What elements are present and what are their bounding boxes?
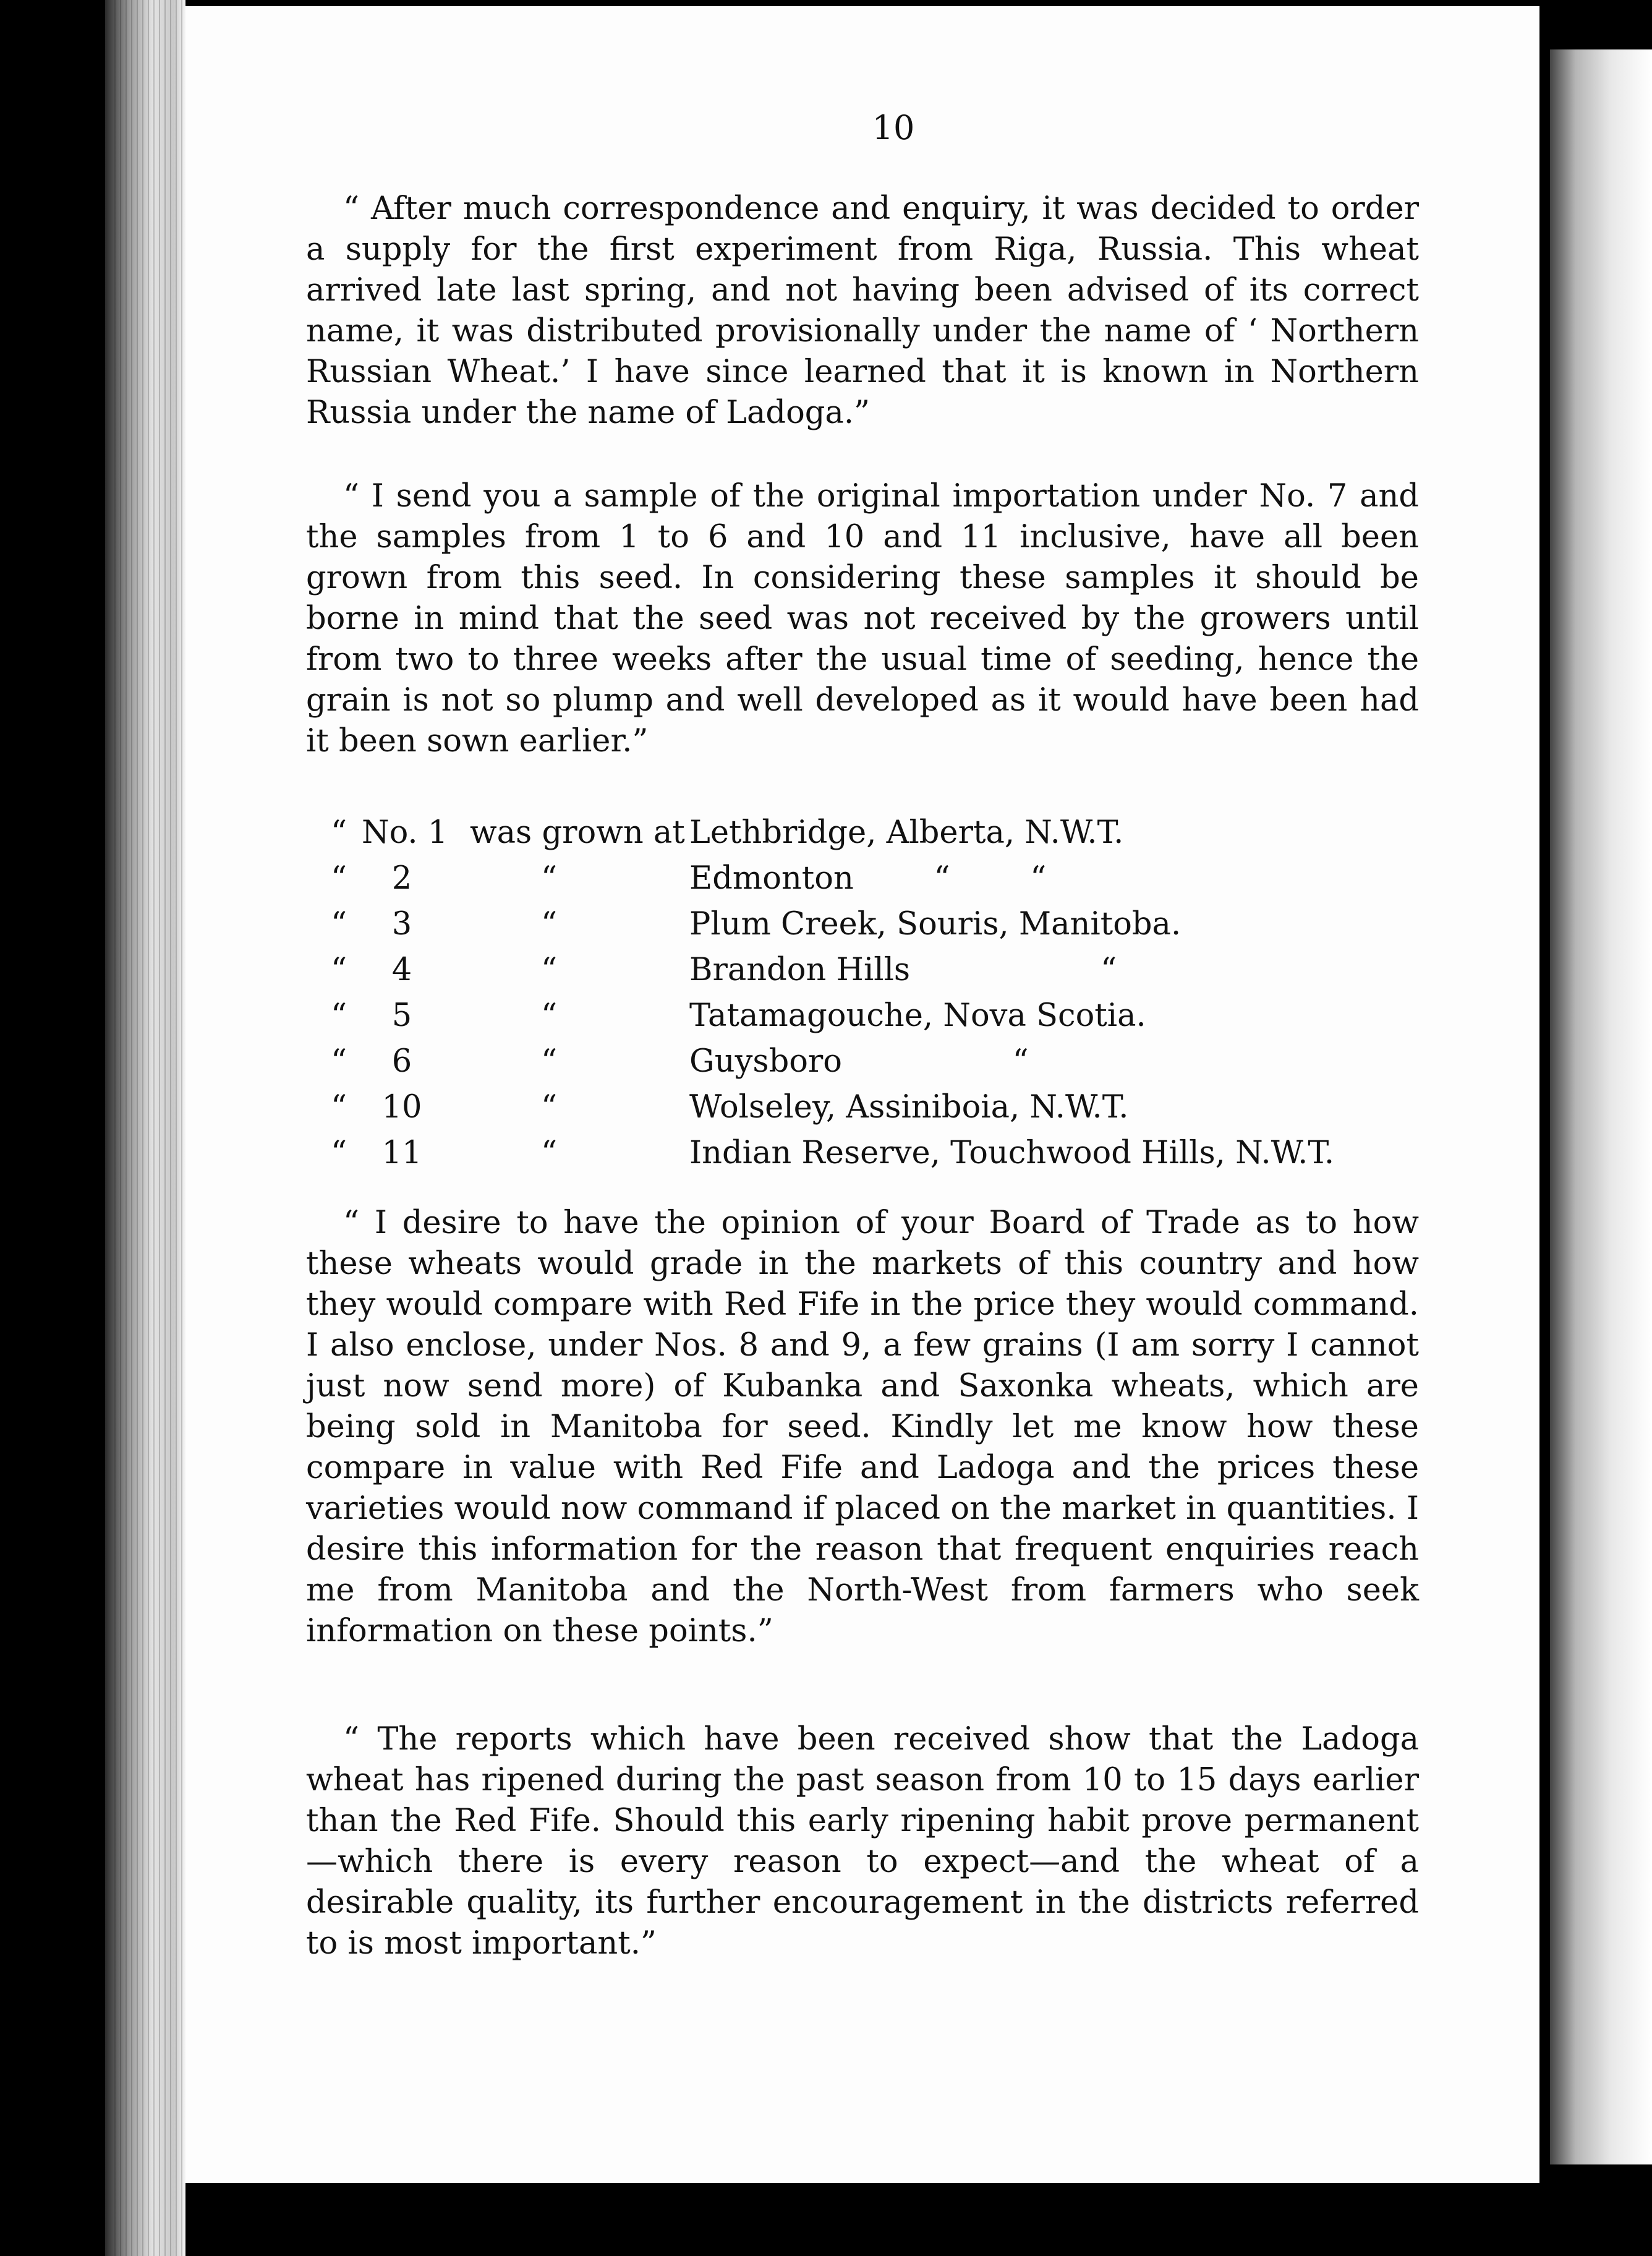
- list-item: [331, 856, 1456, 902]
- paragraph-samples: [306, 476, 1419, 783]
- sample-number: No. 1: [362, 814, 448, 851]
- quote-mark: “: [331, 814, 347, 851]
- sample-place: Guysboro “: [689, 1043, 1029, 1080]
- page-number: 10: [872, 108, 915, 147]
- sample-place: Tatamagouche, Nova Scotia.: [689, 998, 1146, 1034]
- sample-place: Brandon Hills “: [689, 952, 1117, 988]
- quote-mark: “: [331, 1135, 347, 1171]
- list-item: [331, 1085, 1456, 1130]
- sample-location-list: [331, 810, 1456, 1176]
- list-item: [331, 1039, 1456, 1085]
- ditto-mark: “: [541, 952, 558, 988]
- paragraph-board-of-trade: [306, 1203, 1419, 1673]
- sample-place: Indian Reserve, Touchwood Hills, N.W.T.: [689, 1135, 1335, 1171]
- paragraph-ladoga-origin: [306, 189, 1419, 455]
- paragraph-text: “ I send you a sample of the original importation under No. 7 and the samples from 1 to 6 and 10 and 11 inclusive, have all been grown from this seed. In considering these samples it should be borne in mind that the seed was not received by the growers until from two to three weeks after the usual time of seeding, hence the grain is not so plump and well developed as it would have been had it been sown earlier.”: [306, 478, 1419, 759]
- sample-place: Wolseley, Assiniboia, N.W.T.: [689, 1089, 1129, 1126]
- paragraph-reports: [306, 1719, 1419, 1985]
- ditto-mark: “: [541, 1043, 558, 1080]
- book-page: [185, 6, 1539, 2183]
- paragraph-text: “ I desire to have the opinion of your Board of Trade as to how these wheats would grade in the markets of this country and how they would compare with Red Fife in the price they would command. I also enclose, under Nos. 8 and 9, a few grains (I am sorry I cannot just now send more) of Kubanka and Saxonka wheats, which are being sold in Manitoba for seed. Kindly let me know how these compare in value with Red Fife and Ladoga and the prices these varieties would now command if placed on the market in quantities. I desire this information for the reason that frequent enquiries reach me from Manitoba and the North-West from farmers who seek information on these points.”: [306, 1205, 1419, 1649]
- grown-at-label: was grown at: [470, 814, 685, 851]
- quote-mark: “: [331, 1089, 347, 1126]
- ditto-mark: “: [541, 998, 558, 1034]
- sample-number: 11: [381, 1135, 422, 1171]
- sample-number: 4: [391, 952, 412, 988]
- sample-number: 5: [391, 998, 412, 1034]
- list-item: [331, 993, 1456, 1039]
- list-item: [331, 1130, 1456, 1176]
- list-item: [331, 810, 1456, 856]
- ditto-mark: “: [541, 906, 558, 942]
- quote-mark: “: [331, 998, 347, 1034]
- sample-number: 6: [391, 1043, 412, 1080]
- list-item: [331, 902, 1456, 947]
- quote-mark: “: [331, 1043, 347, 1080]
- sample-number: 2: [391, 860, 412, 897]
- ditto-mark: “: [541, 860, 558, 897]
- sample-place: Plum Creek, Souris, Manitoba.: [689, 906, 1182, 942]
- sample-place: Lethbridge, Alberta, N.W.T.: [689, 814, 1124, 851]
- paragraph-text: “ The reports which have been received show that the Ladoga wheat has ripened during the past season from 10 to 15 days earlier than the Red Fife. Should this early ripening habit prove permanent—which there is every reason to expect—and the wheat of a desirable quality, its further encouragement in the districts referred to is most important.”: [306, 1721, 1419, 1962]
- list-item: [331, 947, 1456, 993]
- sample-number: 10: [381, 1089, 422, 1126]
- sample-number: 3: [391, 906, 412, 942]
- facing-page-edge: [1550, 49, 1652, 2164]
- quote-mark: “: [331, 860, 347, 897]
- paragraph-text: “ After much correspondence and enquiry, it was decided to order a supply for the first experiment from Riga, Russia. This wheat arrived late last spring, and not having been advised of its correct name, it was distributed provisionally under the name of ‘ Northern Russian Wheat.’ I have since learned that it is known in Northern Russia under the name of Ladoga.”: [306, 190, 1419, 431]
- quote-mark: “: [331, 906, 347, 942]
- page-stack-edges: [114, 0, 182, 2256]
- quote-mark: “: [331, 952, 347, 988]
- ditto-mark: “: [541, 1135, 558, 1171]
- ditto-mark: “: [541, 1089, 558, 1126]
- sample-place: Edmonton “ “: [689, 860, 1047, 897]
